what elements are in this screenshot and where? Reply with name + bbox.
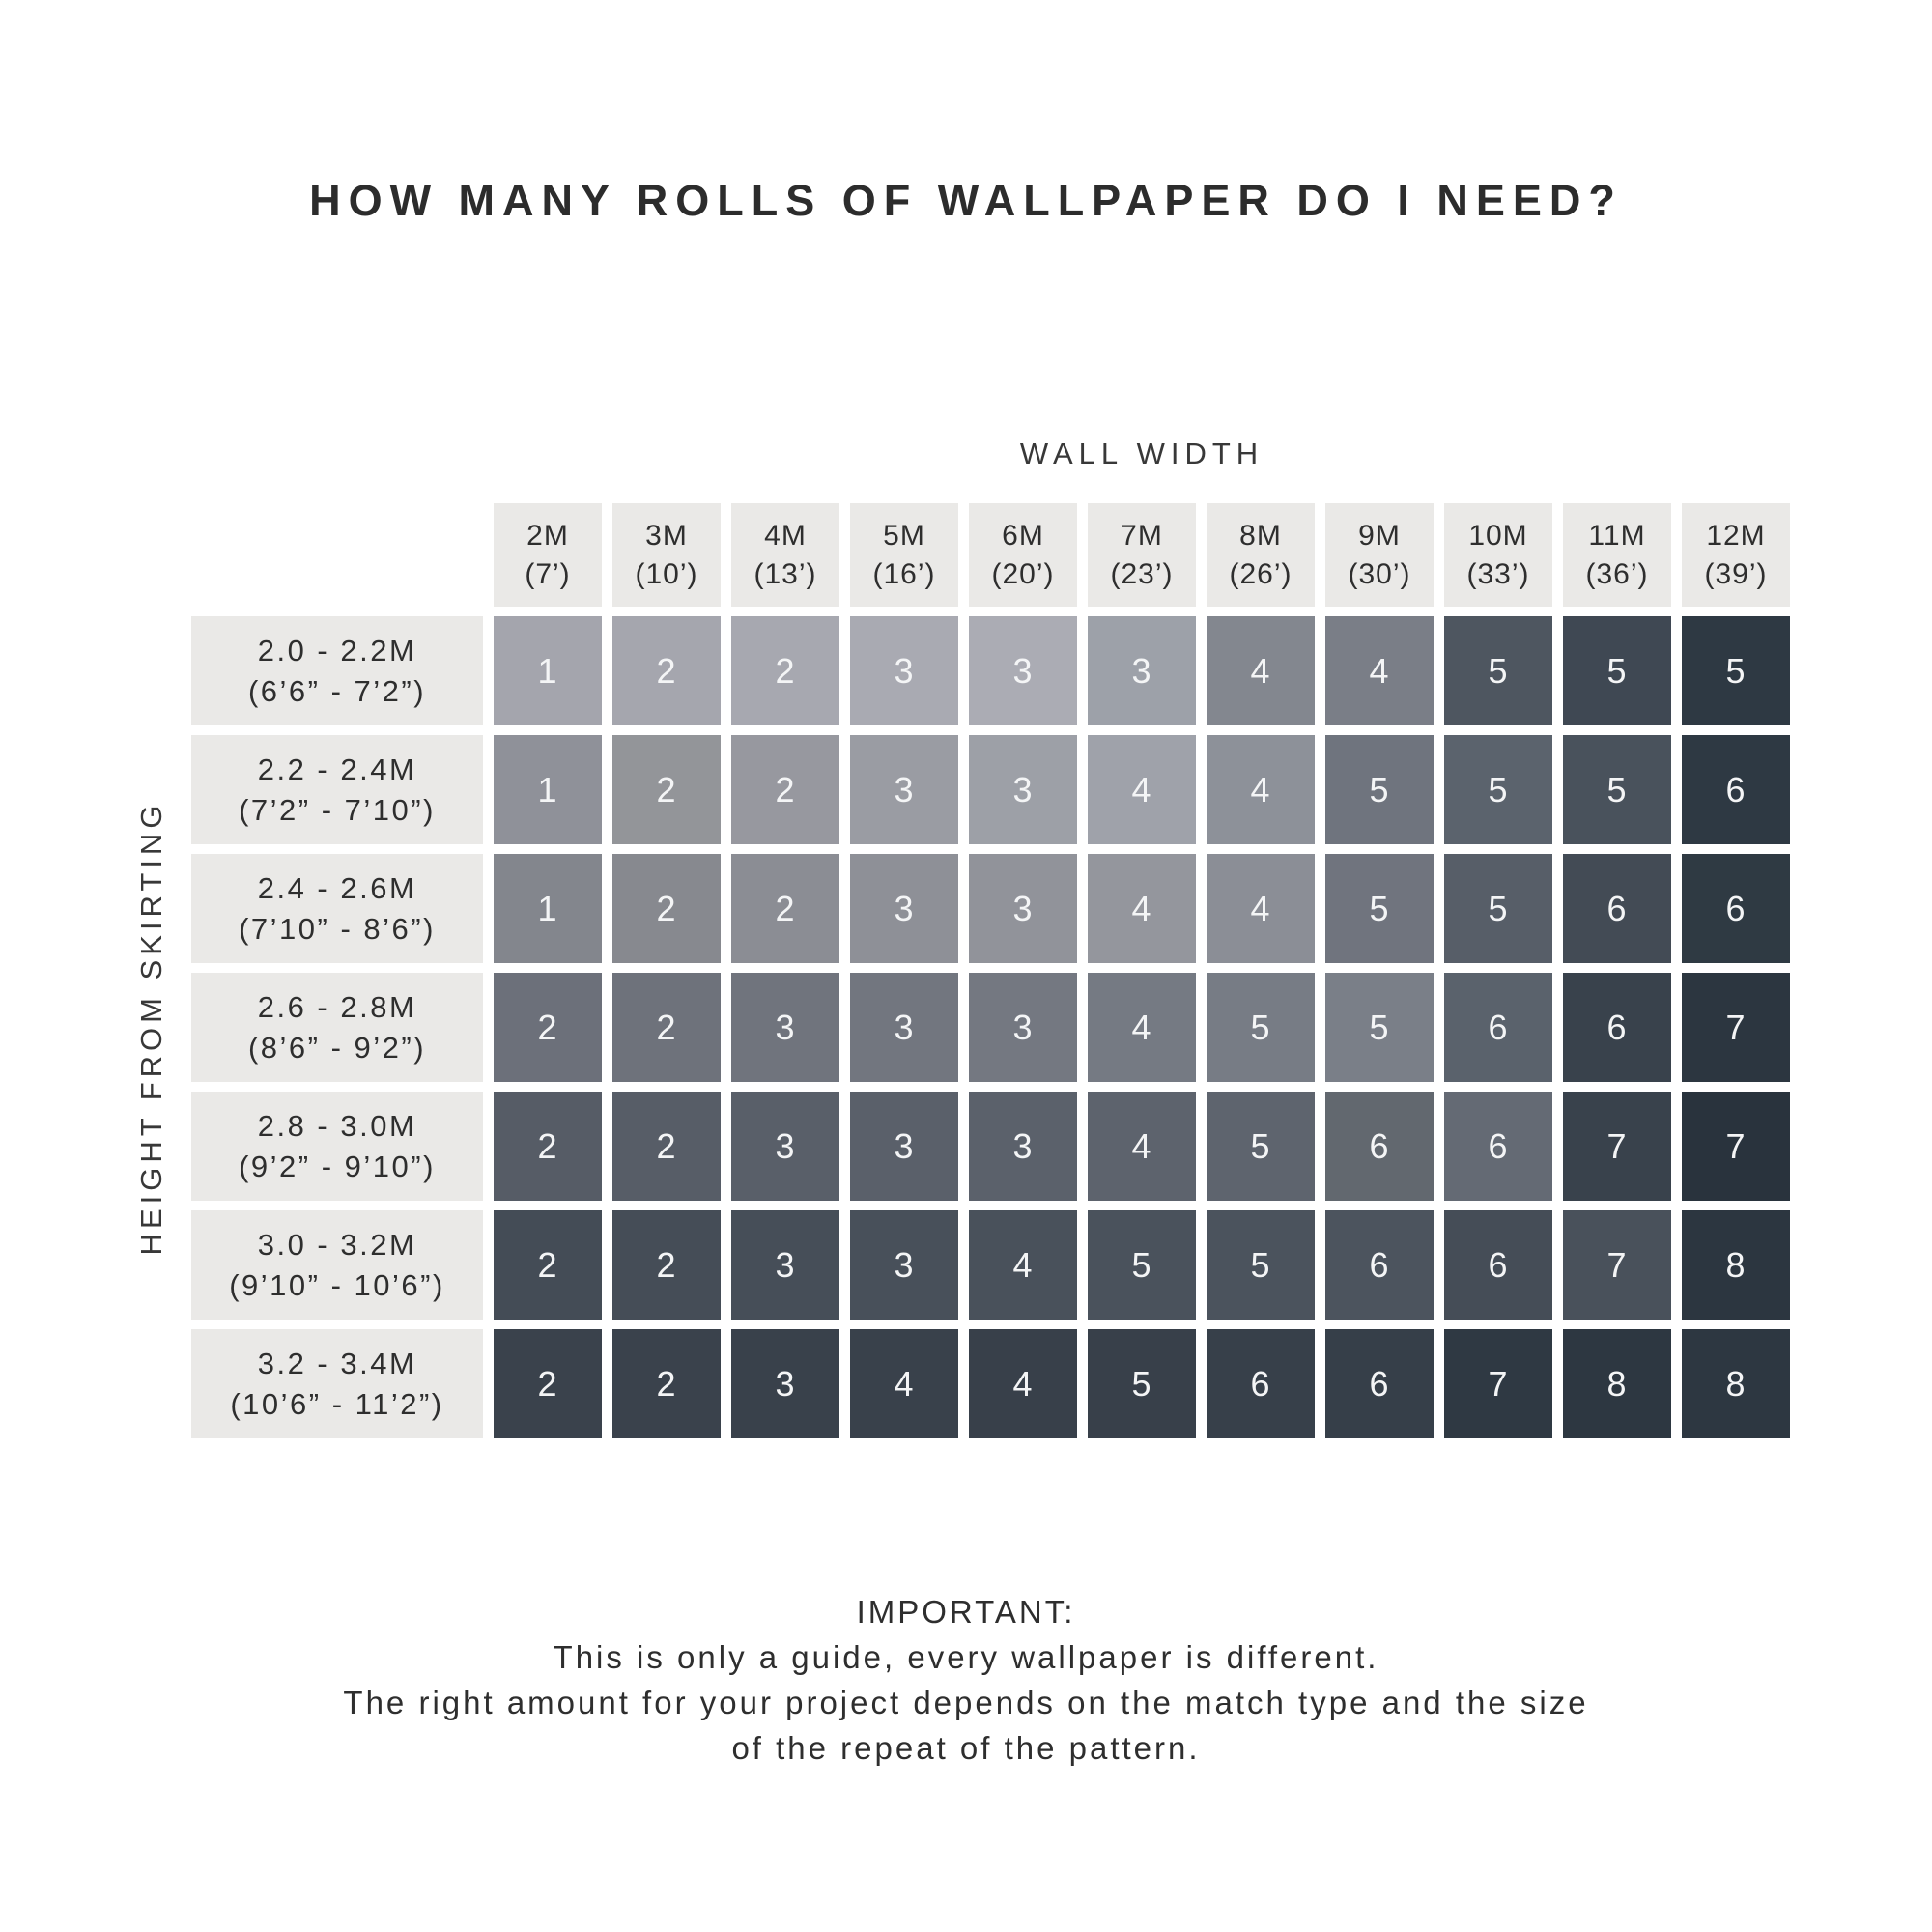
roll-count-cell-r4-c9: 6: [1444, 973, 1552, 1082]
rolls-needed-table: [191, 503, 1790, 1438]
roll-count-cell-r6-c1: 2: [494, 1210, 602, 1320]
roll-count-cell-r2-c10: 5: [1563, 735, 1671, 844]
roll-count-cell-r2-c3: 2: [731, 735, 839, 844]
roll-count-cell-r2-c1: 1: [494, 735, 602, 844]
roll-count-cell-r1-c9: 5: [1444, 616, 1552, 725]
roll-count-cell-r5-c2: 2: [612, 1092, 721, 1201]
roll-count-cell-r6-c3: 3: [731, 1210, 839, 1320]
column-size-feet: (23’): [1110, 557, 1174, 590]
roll-count-cell-r7-c9: 7: [1444, 1329, 1552, 1438]
roll-count-cell-r3-c8: 5: [1325, 854, 1434, 963]
roll-count-cell-r4-c3: 3: [731, 973, 839, 1082]
row-height-metres: 3.0 - 3.2M: [257, 1227, 417, 1262]
column-size-metres: 9M: [1358, 519, 1401, 552]
column-size-feet: (13’): [753, 557, 817, 590]
column-size-metres: 8M: [1239, 519, 1282, 552]
row-header-2: [191, 735, 483, 844]
roll-count-cell-r3-c2: 2: [612, 854, 721, 963]
roll-count-cell-r4-c2: 2: [612, 973, 721, 1082]
roll-count-cell-r3-c3: 2: [731, 854, 839, 963]
footer-important-heading: IMPORTANT:: [856, 1594, 1076, 1630]
roll-count-cell-r6-c2: 2: [612, 1210, 721, 1320]
column-header-3m: [612, 503, 721, 607]
roll-count-cell-r5-c3: 3: [731, 1092, 839, 1201]
column-size-feet: (7’): [525, 557, 571, 590]
roll-count-cell-r1-c2: 2: [612, 616, 721, 725]
row-height-feet: (10’6” - 11’2”): [230, 1386, 444, 1421]
row-height-feet: (7’2” - 7’10”): [239, 792, 436, 827]
roll-count-cell-r2-c9: 5: [1444, 735, 1552, 844]
row-header-7: [191, 1329, 483, 1438]
row-height-metres: 2.4 - 2.6M: [257, 870, 417, 905]
roll-count-cell-r2-c2: 2: [612, 735, 721, 844]
column-size-feet: (33’): [1466, 557, 1530, 590]
column-header-4m: [731, 503, 839, 607]
column-size-feet: (39’): [1704, 557, 1768, 590]
row-height-feet: (9’10” - 10’6”): [229, 1267, 445, 1302]
column-size-feet: (26’): [1229, 557, 1293, 590]
roll-count-cell-r2-c4: 3: [850, 735, 958, 844]
row-height-metres: 3.2 - 3.4M: [257, 1346, 417, 1380]
roll-count-cell-r6-c10: 7: [1563, 1210, 1671, 1320]
roll-count-cell-r1-c8: 4: [1325, 616, 1434, 725]
footer-amount-line: The right amount for your project depends on the match type and the size: [343, 1685, 1589, 1720]
roll-count-cell-r3-c6: 4: [1088, 854, 1196, 963]
height-from-skirting-axis-label: HEIGHT FROM SKIRTING: [134, 800, 168, 1256]
column-size-metres: 4M: [764, 519, 807, 552]
column-size-metres: 5M: [883, 519, 925, 552]
roll-count-cell-r5-c6: 4: [1088, 1092, 1196, 1201]
wall-width-axis-label: WALL WIDTH: [1019, 437, 1264, 470]
roll-count-cell-r6-c11: 8: [1682, 1210, 1790, 1320]
column-header-8m: [1207, 503, 1315, 607]
roll-count-cell-r2-c11: 6: [1682, 735, 1790, 844]
roll-count-cell-r6-c7: 5: [1207, 1210, 1315, 1320]
roll-count-cell-r7-c3: 3: [731, 1329, 839, 1438]
row-height-feet: (6’6” - 7’2”): [247, 673, 427, 708]
roll-count-cell-r1-c6: 3: [1088, 616, 1196, 725]
roll-count-cell-r6-c8: 6: [1325, 1210, 1434, 1320]
roll-count-cell-r5-c5: 3: [969, 1092, 1077, 1201]
column-size-feet: (36’): [1585, 557, 1649, 590]
column-header-2m: [494, 503, 602, 607]
roll-count-cell-r3-c11: 6: [1682, 854, 1790, 963]
page-title: HOW MANY ROLLS OF WALLPAPER DO I NEED?: [309, 176, 1623, 225]
column-header-7m: [1088, 503, 1196, 607]
roll-count-cell-r2-c7: 4: [1207, 735, 1315, 844]
roll-count-cell-r7-c11: 8: [1682, 1329, 1790, 1438]
roll-count-cell-r7-c8: 6: [1325, 1329, 1434, 1438]
roll-count-cell-r7-c1: 2: [494, 1329, 602, 1438]
roll-count-cell-r5-c4: 3: [850, 1092, 958, 1201]
row-height-metres: 2.2 - 2.4M: [257, 752, 417, 786]
roll-count-cell-r6-c4: 3: [850, 1210, 958, 1320]
row-height-metres: 2.6 - 2.8M: [257, 989, 417, 1024]
column-size-metres: 2M: [526, 519, 569, 552]
roll-count-cell-r4-c1: 2: [494, 973, 602, 1082]
row-header-1: [191, 616, 483, 725]
row-header-5: [191, 1092, 483, 1201]
column-size-metres: 6M: [1002, 519, 1044, 552]
roll-count-cell-r7-c6: 5: [1088, 1329, 1196, 1438]
roll-count-cell-r7-c10: 8: [1563, 1329, 1671, 1438]
roll-count-cell-r3-c10: 6: [1563, 854, 1671, 963]
roll-count-cell-r5-c1: 2: [494, 1092, 602, 1201]
roll-count-cell-r6-c9: 6: [1444, 1210, 1552, 1320]
column-size-feet: (10’): [635, 557, 698, 590]
roll-count-cell-r7-c5: 4: [969, 1329, 1077, 1438]
roll-count-cell-r4-c10: 6: [1563, 973, 1671, 1082]
row-height-feet: (8’6” - 9’2”): [247, 1030, 427, 1065]
roll-count-cell-r6-c5: 4: [969, 1210, 1077, 1320]
column-size-metres: 3M: [645, 519, 688, 552]
roll-count-cell-r7-c2: 2: [612, 1329, 721, 1438]
footer-note: [0, 1589, 1932, 1771]
roll-count-cell-r5-c8: 6: [1325, 1092, 1434, 1201]
roll-count-cell-r7-c7: 6: [1207, 1329, 1315, 1438]
footer-guide-line: This is only a guide, every wallpaper is different.: [553, 1639, 1379, 1675]
column-size-metres: 11M: [1588, 519, 1646, 552]
column-header-12m: [1682, 503, 1790, 607]
row-height-feet: (9’2” - 9’10”): [239, 1149, 436, 1183]
roll-count-cell-r3-c4: 3: [850, 854, 958, 963]
roll-count-cell-r1-c3: 2: [731, 616, 839, 725]
roll-count-cell-r7-c4: 4: [850, 1329, 958, 1438]
roll-count-cell-r1-c11: 5: [1682, 616, 1790, 725]
column-header-11m: [1563, 503, 1671, 607]
column-size-feet: (20’): [991, 557, 1055, 590]
row-header-3: [191, 854, 483, 963]
roll-count-cell-r2-c5: 3: [969, 735, 1077, 844]
roll-count-cell-r5-c9: 6: [1444, 1092, 1552, 1201]
roll-count-cell-r4-c7: 5: [1207, 973, 1315, 1082]
row-height-feet: (7’10” - 8’6”): [239, 911, 436, 946]
roll-count-cell-r1-c1: 1: [494, 616, 602, 725]
row-height-metres: 2.8 - 3.0M: [257, 1108, 417, 1143]
roll-count-cell-r1-c5: 3: [969, 616, 1077, 725]
column-size-metres: 12M: [1706, 519, 1766, 552]
roll-count-cell-r4-c11: 7: [1682, 973, 1790, 1082]
roll-count-cell-r4-c5: 3: [969, 973, 1077, 1082]
roll-count-cell-r4-c8: 5: [1325, 973, 1434, 1082]
roll-count-cell-r6-c6: 5: [1088, 1210, 1196, 1320]
roll-count-cell-r3-c1: 1: [494, 854, 602, 963]
corner-spacer: [191, 503, 483, 607]
footer-repeat-line: of the repeat of the pattern.: [731, 1730, 1201, 1766]
roll-count-cell-r4-c4: 3: [850, 973, 958, 1082]
column-size-metres: 7M: [1121, 519, 1163, 552]
column-header-10m: [1444, 503, 1552, 607]
roll-count-cell-r4-c6: 4: [1088, 973, 1196, 1082]
row-header-4: [191, 973, 483, 1082]
roll-count-cell-r5-c7: 5: [1207, 1092, 1315, 1201]
row-height-metres: 2.0 - 2.2M: [257, 633, 417, 668]
roll-count-cell-r2-c6: 4: [1088, 735, 1196, 844]
row-header-6: [191, 1210, 483, 1320]
roll-count-cell-r2-c8: 5: [1325, 735, 1434, 844]
column-size-feet: (16’): [872, 557, 936, 590]
roll-count-cell-r1-c4: 3: [850, 616, 958, 725]
column-size-feet: (30’): [1348, 557, 1411, 590]
roll-count-cell-r1-c7: 4: [1207, 616, 1315, 725]
column-header-6m: [969, 503, 1077, 607]
column-header-9m: [1325, 503, 1434, 607]
roll-count-cell-r3-c7: 4: [1207, 854, 1315, 963]
roll-count-cell-r1-c10: 5: [1563, 616, 1671, 725]
roll-count-cell-r5-c10: 7: [1563, 1092, 1671, 1201]
roll-count-cell-r3-c9: 5: [1444, 854, 1552, 963]
roll-count-cell-r5-c11: 7: [1682, 1092, 1790, 1201]
column-header-5m: [850, 503, 958, 607]
roll-count-cell-r3-c5: 3: [969, 854, 1077, 963]
column-size-metres: 10M: [1468, 519, 1528, 552]
